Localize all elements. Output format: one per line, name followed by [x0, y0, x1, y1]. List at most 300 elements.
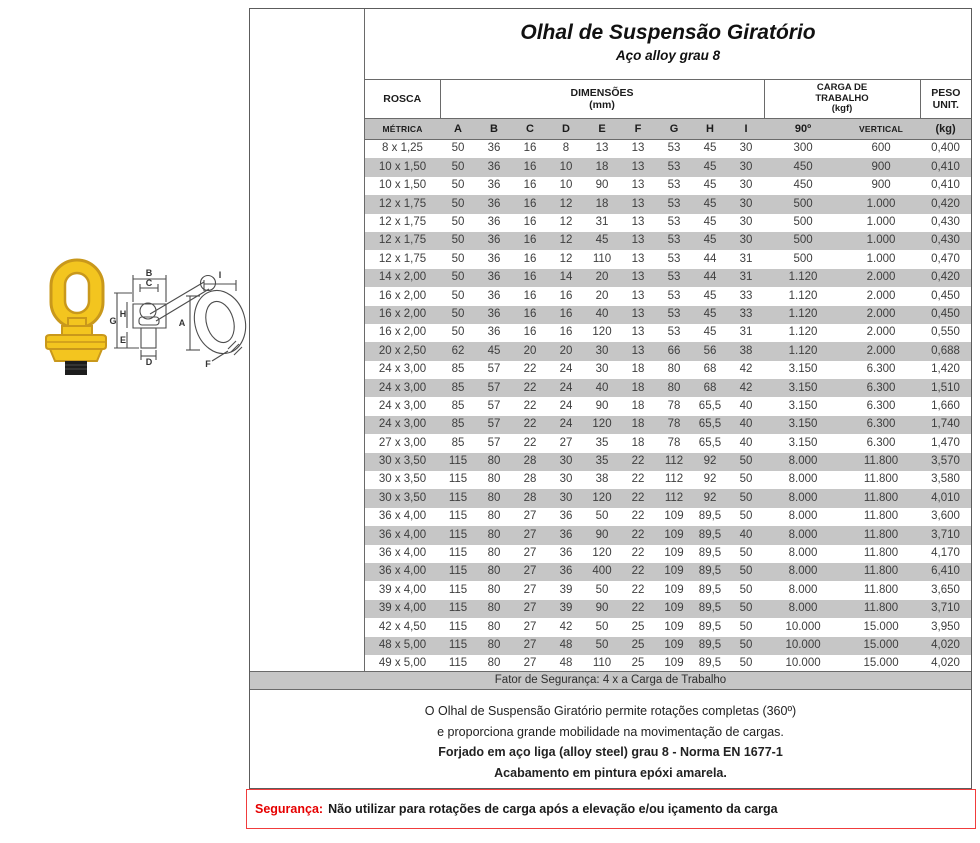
table-cell: 6,410: [931, 565, 960, 578]
table-cell: 8.000: [788, 565, 818, 578]
table-cell: 22: [631, 565, 645, 578]
table-cell: 33: [739, 289, 753, 302]
column-header-h: H: [692, 119, 728, 140]
column-header-row: [365, 119, 971, 140]
table-cell: 450: [793, 179, 813, 192]
table-cell: 18: [631, 363, 645, 376]
table-cell: 90: [595, 179, 609, 192]
table-cell: 2.000: [866, 344, 896, 357]
table-cell: 27: [523, 638, 537, 651]
table-cell: 35: [595, 455, 609, 468]
table-cell: 120: [592, 491, 612, 504]
table-cell: 14 x 2,00: [378, 271, 427, 284]
description-line-1: O Olhal de Suspensão Giratório permite rotações completas (360º): [424, 704, 797, 718]
table-cell: 3,650: [931, 583, 960, 596]
table-cell: 53: [667, 289, 681, 302]
column-header-kg: (kg): [920, 119, 971, 140]
column-header-metrica: MÉTRICA: [365, 119, 440, 140]
table-cell: 16 x 2,00: [378, 307, 427, 320]
table-row: [365, 600, 971, 618]
table-cell: 49 x 5,00: [378, 657, 427, 670]
table-cell: 13: [631, 142, 645, 155]
safety-warning-text: Não utilizar para rotações de carga após a elevação e/ou içamento da carga: [328, 802, 778, 816]
table-cell: 1.000: [866, 197, 896, 210]
table-cell: 8: [562, 142, 570, 155]
table-cell: 25: [631, 657, 645, 670]
safety-factor-bar: Fator de Segurança: 4 x a Carga de Trabalho: [250, 671, 971, 690]
table-cell: 112: [664, 491, 684, 504]
table-cell: 11.800: [863, 510, 899, 523]
table-cell: 50: [451, 216, 465, 228]
column-header-90: 90º: [764, 119, 842, 140]
table-cell: 1.120: [788, 307, 818, 320]
table-cell: 53: [667, 197, 681, 210]
dim-label-c: C: [145, 278, 153, 288]
table-cell: 6.300: [866, 363, 896, 376]
table-cell: 500: [793, 252, 813, 265]
table-cell: 50: [739, 491, 753, 504]
group-header-rosca: [365, 80, 440, 119]
column-header-f: F: [620, 119, 656, 140]
table-cell: 78: [667, 436, 681, 449]
table-cell: 48: [559, 638, 573, 651]
column-header-d: D: [548, 119, 584, 140]
table-cell: 22: [631, 528, 645, 541]
table-cell: 40: [739, 418, 753, 431]
table-cell: 65,5: [698, 436, 722, 449]
table-cell: 10 x 1,50: [378, 179, 427, 192]
table-cell: 18: [595, 197, 609, 210]
table-cell: 112: [664, 455, 684, 468]
table-cell: 22: [631, 491, 645, 504]
table-cell: 45: [703, 234, 717, 247]
table-cell: 36 x 4,00: [378, 510, 427, 523]
table-cell: 10.000: [785, 620, 821, 633]
table-cell: 24: [559, 381, 573, 394]
table-row: [365, 195, 971, 213]
table-cell: 1.000: [866, 216, 896, 228]
table-cell: 36: [487, 179, 501, 192]
table-cell: 11.800: [863, 455, 899, 468]
page-title: Olhal de Suspensão Giratório: [520, 21, 816, 44]
table-cell: 50: [739, 565, 753, 578]
table-cell: 62: [451, 344, 465, 357]
table-row: [365, 434, 971, 452]
table-cell: 3,710: [931, 602, 960, 615]
description-line-3: Forjado em aço liga (alloy steel) grau 8 - Norma EN 1677-1: [438, 745, 783, 759]
group-header-carga-line1: CARGA DE: [816, 81, 868, 93]
table-cell: 90: [595, 602, 609, 615]
table-cell: 53: [667, 160, 681, 173]
table-cell: 13: [631, 234, 645, 247]
column-header-e: E: [584, 119, 620, 140]
table-cell: 36 x 4,00: [378, 565, 427, 578]
table-cell: 110: [592, 252, 612, 265]
table-cell: 18: [631, 418, 645, 431]
table-cell: 35: [595, 436, 609, 449]
table-cell: 50: [451, 271, 465, 284]
table-cell: 25: [631, 638, 645, 651]
table-cell: 39 x 4,00: [378, 583, 427, 596]
table-cell: 10.000: [785, 657, 821, 670]
table-cell: 50: [595, 510, 609, 523]
table-cell: 39: [559, 583, 573, 596]
table-row: [365, 140, 971, 159]
table-cell: 300: [793, 142, 813, 155]
table-cell: 115: [448, 491, 468, 504]
table-cell: 450: [793, 160, 813, 173]
table-cell: 42: [559, 620, 573, 633]
table-cell: 50: [595, 583, 609, 596]
table-cell: 115: [448, 565, 468, 578]
table-cell: 30: [739, 216, 753, 228]
table-cell: 18: [631, 381, 645, 394]
table-cell: 6.300: [866, 399, 896, 412]
table-row: [365, 618, 971, 636]
table-cell: 90: [595, 399, 609, 412]
table-cell: 80: [487, 583, 501, 596]
table-cell: 30: [739, 160, 753, 173]
table-cell: 8.000: [788, 528, 818, 541]
table-cell: 115: [448, 547, 468, 560]
dim-label-h: H: [119, 309, 127, 319]
table-cell: 28: [523, 491, 537, 504]
table-cell: 30: [739, 142, 753, 155]
table-cell: 27 x 3,00: [378, 436, 427, 449]
dim-label-d: D: [145, 357, 153, 367]
table-cell: 50: [739, 455, 753, 468]
table-cell: 13: [631, 307, 645, 320]
table-cell: 50: [451, 179, 465, 192]
table-cell: 1.000: [866, 234, 896, 247]
table-cell: 28: [523, 473, 537, 486]
table-cell: 16: [523, 289, 537, 302]
table-cell: 30: [739, 197, 753, 210]
table-cell: 40: [739, 528, 753, 541]
group-header-carga-line2: TRABALHO: [815, 92, 869, 104]
table-cell: 45: [703, 160, 717, 173]
table-row: [365, 158, 971, 176]
table-cell: 11.800: [863, 491, 899, 504]
table-cell: 2.000: [866, 271, 896, 284]
column-header-i: I: [728, 119, 764, 140]
table-cell: 50: [739, 473, 753, 486]
table-cell: 15.000: [863, 620, 899, 633]
table-cell: 92: [703, 491, 717, 504]
safety-warning-label: Segurança:: [255, 802, 324, 816]
table-row: [365, 361, 971, 379]
table-cell: 11.800: [863, 473, 899, 486]
table-cell: 36: [487, 307, 501, 320]
table-cell: 115: [448, 638, 468, 651]
table-cell: 115: [448, 602, 468, 615]
table-cell: 45: [703, 142, 717, 155]
table-cell: 500: [793, 197, 813, 210]
table-cell: 16: [523, 160, 537, 173]
table-cell: 500: [793, 234, 813, 247]
group-header-peso-line1: PESO: [931, 86, 961, 99]
table-cell: 8.000: [788, 510, 818, 523]
table-cell: 22: [631, 455, 645, 468]
table-cell: 3,950: [931, 620, 960, 633]
table-cell: 53: [667, 307, 681, 320]
table-cell: 13: [631, 216, 645, 228]
table-cell: 24: [559, 399, 573, 412]
table-cell: 36: [487, 252, 501, 265]
table-cell: 115: [448, 620, 468, 633]
table-cell: 16: [523, 234, 537, 247]
table-cell: 22: [631, 583, 645, 596]
table-cell: 600: [871, 142, 891, 155]
table-cell: 80: [487, 510, 501, 523]
table-cell: 80: [667, 363, 681, 376]
table-cell: 11.800: [863, 583, 899, 596]
table-cell: 30: [595, 344, 609, 357]
table-cell: 2.000: [866, 307, 896, 320]
table-cell: 16: [523, 216, 537, 228]
group-header-dim-line1: DIMENSÕES: [570, 86, 634, 99]
spec-table-region: [364, 9, 971, 672]
table-cell: 1,420: [931, 363, 960, 376]
table-cell: 16: [523, 271, 537, 284]
table-cell: 22: [523, 381, 537, 394]
table-cell: 53: [667, 252, 681, 265]
table-cell: 53: [667, 179, 681, 192]
table-cell: 89,5: [698, 565, 722, 578]
table-cell: 115: [448, 510, 468, 523]
dim-label-b: B: [145, 268, 153, 278]
table-cell: 16 x 2,00: [378, 326, 427, 339]
column-header-vertical: VERTICAL: [842, 119, 920, 140]
table-cell: 89,5: [698, 583, 722, 596]
table-cell: 11.800: [863, 528, 899, 541]
table-cell: 27: [523, 565, 537, 578]
table-cell: 80: [487, 657, 501, 670]
table-row: [365, 177, 971, 195]
table-cell: 24 x 3,00: [378, 363, 427, 376]
spec-sheet-container: [249, 8, 972, 789]
table-row: [365, 453, 971, 471]
table-cell: 12 x 1,75: [378, 197, 427, 210]
table-row: [365, 416, 971, 434]
table-cell: 16 x 2,00: [378, 289, 427, 302]
group-header-carga: [764, 80, 920, 119]
spec-table-body: [365, 140, 971, 673]
table-cell: 78: [667, 418, 681, 431]
table-cell: 92: [703, 473, 717, 486]
table-cell: 30 x 3,50: [378, 491, 427, 504]
table-cell: 109: [664, 510, 684, 523]
table-cell: 16: [559, 307, 573, 320]
table-cell: 80: [487, 528, 501, 541]
table-cell: 115: [448, 455, 468, 468]
table-cell: 85: [451, 436, 465, 449]
table-cell: 6.300: [866, 381, 896, 394]
table-cell: 40: [739, 399, 753, 412]
table-cell: 57: [487, 363, 501, 376]
table-cell: 12: [559, 234, 573, 247]
title-block: [365, 9, 971, 79]
table-cell: 18: [631, 399, 645, 412]
table-cell: 109: [664, 528, 684, 541]
table-cell: 89,5: [698, 620, 722, 633]
table-cell: 85: [451, 381, 465, 394]
table-cell: 36: [487, 271, 501, 284]
table-cell: 6.300: [866, 418, 896, 431]
table-cell: 27: [523, 657, 537, 670]
table-cell: 80: [487, 547, 501, 560]
table-cell: 3.150: [788, 381, 818, 394]
table-cell: 30 x 3,50: [378, 455, 427, 468]
table-cell: 1,470: [931, 436, 960, 449]
table-cell: 12 x 1,75: [378, 234, 427, 247]
table-cell: 78: [667, 399, 681, 412]
table-cell: 36: [487, 289, 501, 302]
table-row: [365, 214, 971, 232]
table-cell: 13: [631, 271, 645, 284]
table-cell: 66: [667, 344, 681, 357]
table-cell: 50: [451, 234, 465, 247]
table-cell: 12: [559, 197, 573, 210]
table-cell: 120: [592, 547, 612, 560]
table-cell: 31: [739, 271, 753, 284]
page-subtitle: Aço alloy grau 8: [615, 48, 721, 64]
table-cell: 4,020: [931, 638, 960, 651]
table-cell: 18: [595, 160, 609, 173]
table-cell: 57: [487, 381, 501, 394]
table-cell: 0,470: [931, 252, 960, 265]
table-cell: 3.150: [788, 436, 818, 449]
table-cell: 38: [595, 473, 609, 486]
table-cell: 13: [631, 289, 645, 302]
table-cell: 8 x 1,25: [382, 142, 423, 155]
table-cell: 0,430: [931, 216, 960, 228]
table-cell: 22: [631, 510, 645, 523]
table-cell: 3.150: [788, 363, 818, 376]
table-cell: 31: [739, 252, 753, 265]
table-cell: 50: [451, 307, 465, 320]
group-header-row: [365, 80, 971, 119]
table-cell: 36: [487, 197, 501, 210]
table-cell: 27: [523, 547, 537, 560]
table-cell: 40: [595, 307, 609, 320]
table-cell: 39 x 4,00: [378, 602, 427, 615]
table-cell: 20 x 2,50: [378, 344, 427, 357]
group-header-dimensoes: [440, 80, 764, 119]
table-cell: 22: [631, 473, 645, 486]
table-cell: 1,510: [931, 381, 960, 394]
table-row: [365, 269, 971, 287]
table-cell: 89,5: [698, 657, 722, 670]
product-description: [250, 701, 971, 783]
table-cell: 109: [664, 657, 684, 670]
table-cell: 110: [592, 657, 612, 670]
table-cell: 45: [487, 344, 501, 357]
table-cell: 80: [487, 491, 501, 504]
table-cell: 80: [487, 473, 501, 486]
product-image: [38, 258, 117, 376]
dim-label-e: E: [119, 335, 127, 345]
table-cell: 20: [595, 289, 609, 302]
table-cell: 89,5: [698, 602, 722, 615]
table-cell: 36: [487, 142, 501, 155]
table-cell: 45: [703, 307, 717, 320]
table-cell: 30: [595, 363, 609, 376]
table-cell: 0,400: [931, 142, 960, 155]
table-cell: 8.000: [788, 547, 818, 560]
table-cell: 45: [595, 234, 609, 247]
table-cell: 16: [523, 326, 537, 339]
table-cell: 109: [664, 602, 684, 615]
table-cell: 22: [523, 363, 537, 376]
table-cell: 13: [631, 160, 645, 173]
table-row: [365, 306, 971, 324]
table-row: [365, 581, 971, 599]
table-cell: 20: [595, 271, 609, 284]
table-cell: 50: [451, 197, 465, 210]
table-cell: 44: [703, 271, 717, 284]
table-cell: 0,550: [931, 326, 960, 339]
table-cell: 3,710: [931, 528, 960, 541]
table-cell: 115: [448, 473, 468, 486]
table-cell: 115: [448, 583, 468, 596]
table-cell: 0,450: [931, 307, 960, 320]
table-cell: 53: [667, 234, 681, 247]
table-cell: 36: [559, 528, 573, 541]
table-cell: 24 x 3,00: [378, 399, 427, 412]
table-cell: 10.000: [785, 638, 821, 651]
table-cell: 57: [487, 418, 501, 431]
table-cell: 40: [739, 436, 753, 449]
table-cell: 50: [451, 142, 465, 155]
table-cell: 30: [559, 455, 573, 468]
table-cell: 22: [523, 399, 537, 412]
table-cell: 22: [523, 436, 537, 449]
table-cell: 45: [703, 179, 717, 192]
group-header-peso: [920, 80, 971, 119]
table-cell: 1.120: [788, 344, 818, 357]
table-cell: 45: [703, 216, 717, 228]
table-cell: 42 x 4,50: [378, 620, 427, 633]
table-cell: 85: [451, 418, 465, 431]
table-cell: 45: [703, 289, 717, 302]
table-cell: 57: [487, 399, 501, 412]
table-cell: 36 x 4,00: [378, 547, 427, 560]
table-row: [365, 655, 971, 672]
table-cell: 36: [559, 565, 573, 578]
table-row: [365, 342, 971, 360]
table-cell: 80: [487, 602, 501, 615]
group-header-rosca-label: ROSCA: [383, 92, 422, 105]
table-cell: 50: [739, 510, 753, 523]
table-cell: 53: [667, 142, 681, 155]
table-cell: 1.120: [788, 271, 818, 284]
table-cell: 3.150: [788, 418, 818, 431]
table-cell: 24 x 3,00: [378, 418, 427, 431]
table-cell: 36 x 4,00: [378, 528, 427, 541]
table-row: [365, 563, 971, 581]
table-cell: 30: [559, 473, 573, 486]
table-cell: 36: [559, 510, 573, 523]
table-cell: 109: [664, 620, 684, 633]
table-cell: 11.800: [863, 547, 899, 560]
table-cell: 13: [631, 344, 645, 357]
table-row: [365, 508, 971, 526]
table-cell: 16: [523, 307, 537, 320]
table-cell: 27: [559, 436, 573, 449]
table-cell: 27: [523, 528, 537, 541]
table-cell: 31: [739, 326, 753, 339]
